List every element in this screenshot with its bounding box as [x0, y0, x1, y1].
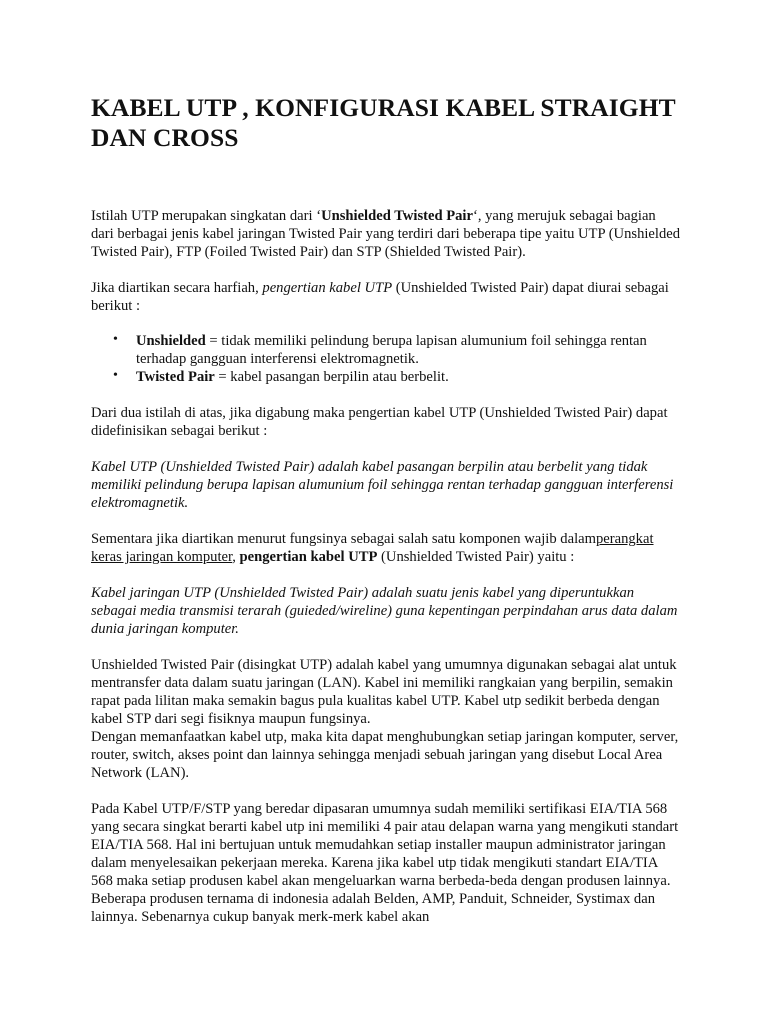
list-item-unshielded — [136, 332, 681, 368]
list-item-text: = tidak memiliki pelindung berupa lapisan alumunium foil sehingga rentan terhadap gangguan interferensi elektromagnetik. — [136, 333, 647, 367]
list-item-term: Twisted Pair — [136, 369, 215, 385]
bullet-marker: • — [113, 332, 118, 347]
list-item-term: Unshielded — [136, 333, 206, 349]
utp-usage-text: Dengan memanfaatkan kabel utp, maka kita dapat menghubungkan setiap jaringan komputer, server, router, switch, akses point dan lainnya sehingga menjadi sebuah jaringan yang disebut Local Area Network (LAN). — [91, 729, 679, 781]
utp-description-text: Unshielded Twisted Pair (disingkat UTP) adalah kabel yang umumnya digunakan sebagai alat untuk mentransfer data dalam suatu jaringan (LAN). Kabel ini memiliki rangkaian yang berpilin, semakin rapat pada lilitan maka semakin bagus pula kualitas kabel UTP. Kabel utp sedikit berbeda dengan kabel STP dari segi fisiknya maupun fungsinya. — [91, 657, 677, 727]
paragraph-certification: Pada Kabel UTP/F/STP yang beredar dipasaran umumnya sudah memiliki sertifikasi EIA/TIA 568 yang secara singkat berarti kabel utp ini memiliki 4 pair atau delapan warna yang mengikuti standart EIA/TIA 568. Hal ini bertujuan untuk memudahkan setiap installer maupun administrator jaringan dalam menyelesaikan pekerjaan mereka. Karena jika kabel utp tidak mengikuti standart EIA/TIA 568 maka setiap produsen kabel akan mengeluarkan warna berbeda-beda dengan produsen lainnya. Beberapa produsen ternama di indonesia adalah Belden, AMP, Panduit, Schneider, Systimax dan lainnya. Sebenarnya cukup banyak merk-merk kabel akan — [91, 801, 679, 925]
list-item-twisted-pair — [136, 368, 681, 386]
link-perangkat-keras[interactable]: perangkat keras jaringan komputer — [91, 531, 654, 565]
function-text-1: Sementara jika diartikan menurut fungsinya sebagai salah satu komponen wajib dalam — [91, 531, 596, 547]
literal-text-1: Jika diartikan secara harfiah, — [91, 280, 263, 296]
literal-text-2: (Unshielded Twisted Pair) dapat diurai sebagai berikut : — [91, 280, 669, 314]
paragraph-function-quote: Kabel jaringan UTP (Unshielded Twisted Pair) adalah suatu jenis kabel yang diperuntukkan sebagai media transmisi terarah (guieded/wireline) guna kepentingan perpindahan arus data dalam dunia jaringan komputer. — [91, 585, 678, 637]
paragraph-intro — [91, 207, 681, 261]
paragraph-combined-definition-intro: Dari dua istilah di atas, jika digabung maka pengertian kabel UTP (Unshielded Twisted Pair) dapat didefinisikan sebagai berikut : — [91, 405, 668, 439]
function-bold-term: pengertian kabel UTP — [239, 549, 378, 565]
intro-text-1: Istilah UTP merupakan singkatan dari ‘ — [91, 208, 322, 224]
bullet-marker: • — [113, 368, 118, 383]
function-text-3: (Unshielded Twisted Pair) yaitu : — [377, 549, 575, 565]
literal-italic-term: pengertian kabel UTP — [262, 280, 393, 296]
intro-text-2: ‘, yang merujuk sebagai bagian dari berbagai jenis kabel jaringan Twisted Pair yang terdiri dari beberapa tipe yaitu UTP (Unshielded Twisted Pair), FTP (Foiled Twisted Pair) dan STP (Shielded Twisted Pair). — [91, 208, 681, 260]
paragraph-literal-meaning — [91, 279, 681, 315]
list-item-text: = kabel pasangan berpilin atau berbelit. — [214, 369, 449, 385]
paragraph-utp-description — [91, 656, 681, 782]
paragraph-function-intro — [91, 530, 681, 566]
intro-bold-term: Unshielded Twisted Pair — [321, 208, 473, 224]
paragraph-definition-quote: Kabel UTP (Unshielded Twisted Pair) adalah kabel pasangan berpilin atau berbelit yang tidak memiliki pelindung berupa lapisan alumunium foil sehingga rentan terhadap gangguan interferensi elektromagnetik. — [91, 459, 674, 511]
function-text-2: , — [232, 549, 240, 565]
page-title: KABEL UTP , KONFIGURASI KABEL STRAIGHT DAN CROSS — [91, 93, 676, 152]
